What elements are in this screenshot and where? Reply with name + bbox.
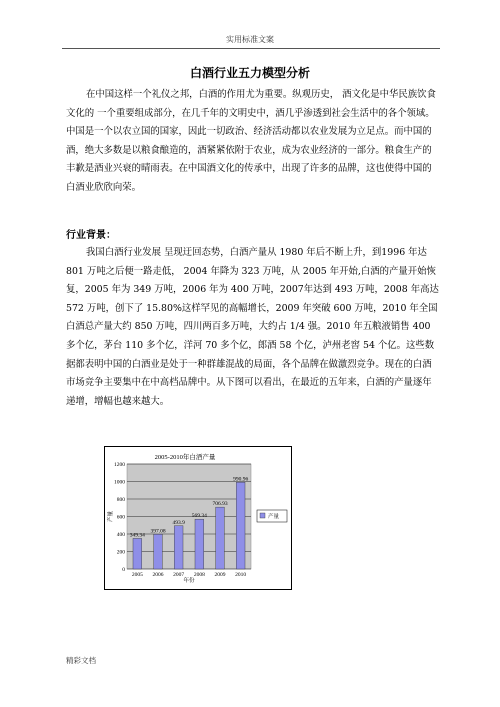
y-tick-label: 800 [116, 497, 125, 503]
document-title: 白酒行业五力模型分析 [189, 66, 310, 80]
legend-label: 产量 [268, 514, 280, 520]
y-tick-label: 400 [116, 532, 125, 538]
bar [154, 534, 163, 569]
bar [216, 507, 225, 569]
x-tick-label: 2008 [193, 572, 205, 578]
legend-swatch [260, 513, 265, 518]
intro-paragraph-text: 在中国这样一个礼仪之邦，白酒的作用尤为重要。纵观历史， 酒文化是中华民族饮食文化的 一个重要组成部分，在几千年的文明史中，酒几乎渗透到社会生活中的各个领域。中国是一个以农立国的国家，因此一切政治、经济活动都以农业发展为立足点。而中国的酒，绝大多数是以粮食酿造的，酒紧紧依附于农业，成为农业经济的一部分。粮食生产的丰歉是酒业兴衰的晴雨表。在中国酒文化的传承中，出现了许多的品牌，这也使得中国的白酒业欣欣向荣。 [66, 89, 436, 193]
x-tick-label: 2010 [235, 572, 247, 578]
x-tick-label: 2009 [214, 572, 226, 578]
y-tick-label: 600 [116, 514, 125, 521]
x-tick-label: 2006 [152, 572, 164, 578]
data-label: 493.9 [172, 519, 185, 526]
data-label: 990.96 [233, 476, 249, 483]
page-footer: 精彩文档 [66, 656, 96, 665]
intro-paragraph [66, 86, 440, 198]
y-tick-label: 1000 [114, 479, 125, 486]
data-label: 349.34 [129, 532, 145, 539]
y-tick-label: 200 [116, 549, 125, 556]
bar [195, 519, 204, 569]
header-divider [62, 48, 440, 49]
data-label: 397.08 [150, 528, 166, 535]
x-tick-label: 2007 [173, 572, 185, 578]
background-paragraph-text: 我国白酒行业发展 呈现迂回态势，白酒产量从 1980 年后不断上升，到1996 年达 801 万吨之后便一路走低， 2004 年降为 323 万吨，从 2005 年开始,白酒的产量开始恢复，2005 年为 349 万吨，2006 年为 400 万吨，2007年达到 493 万吨，2008 年高达 572 万吨，创下了 15.80%这样罕见的高幅增长，2009 年突破 600 万吨，2010 年全国白酒总产量大约 850 万吨，四川两百多万吨，大约占 1/4 强。2010 年五粮液销售 400 多个亿，茅台 110 多个亿，洋河 70 多个亿，郎酒 58 个亿，泸州老窖 54 个亿。这些数据都表明中国的白酒业是处于一种群雄混战的局面，各个品牌在做激烈竞争。现在的白酒市场竞争主要集中在中高档品牌中。从下图可以看出，在最近的五年来，白酒的产量逐年递增，增幅也越来越大。 [66, 247, 439, 407]
y-tick-label: 0 [122, 567, 125, 573]
chart-svg [105, 447, 291, 589]
bar [133, 538, 142, 569]
page-header: 实用标准文案 [226, 35, 274, 44]
bar [174, 526, 183, 569]
x-axis-label: 年份 [183, 578, 195, 584]
production-chart [104, 446, 292, 590]
data-label: 706.93 [212, 501, 228, 508]
y-axis-label: 产量 [108, 510, 114, 523]
x-tick-label: 2005 [131, 572, 143, 578]
y-tick-label: 1200 [114, 462, 125, 468]
data-label: 569.34 [191, 513, 207, 520]
section-heading: 行业背景： [66, 230, 116, 241]
chart-title: 2005-2010年白酒产量 [154, 454, 216, 461]
bar [236, 482, 245, 569]
background-paragraph [66, 244, 440, 411]
